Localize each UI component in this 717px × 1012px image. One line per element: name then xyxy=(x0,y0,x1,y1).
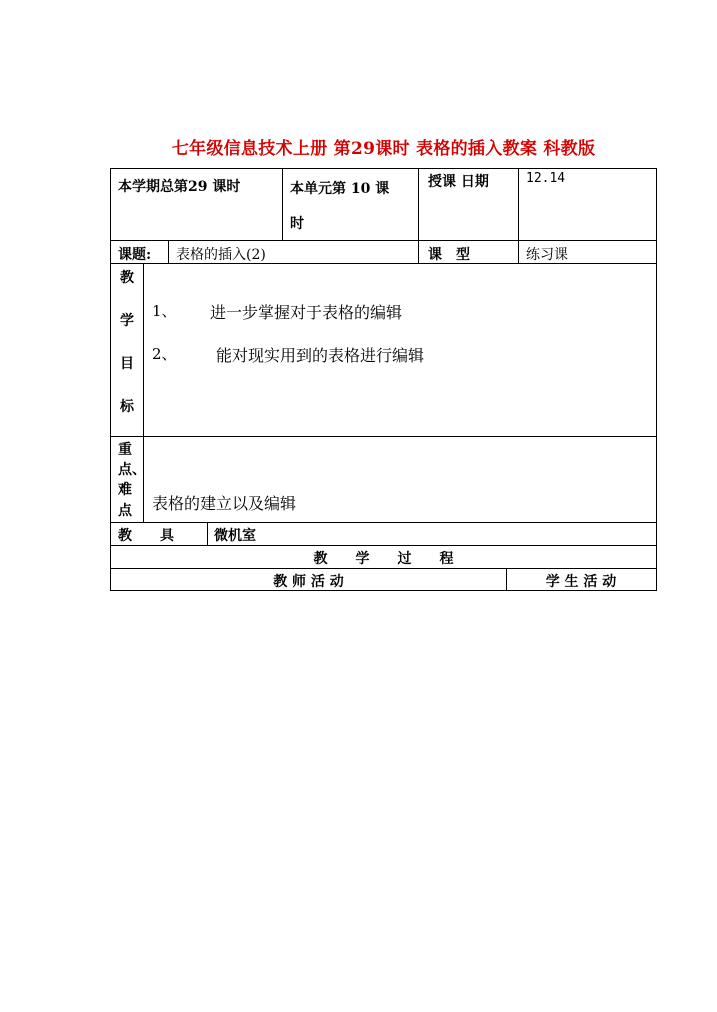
topic-value: 表格的插入(2) xyxy=(176,247,266,263)
col-divider xyxy=(207,522,208,545)
goals-label-char: 学 xyxy=(120,313,134,329)
term-total-lessons: 本学期总第29 课时 xyxy=(118,179,241,195)
unit-lesson-number-line1: 本单元第 10 课 xyxy=(290,181,390,197)
date-label: 授课 日期 xyxy=(428,174,489,190)
table-border-right xyxy=(656,168,657,591)
tools-label: 教 具 xyxy=(118,528,174,544)
tools-value: 微机室 xyxy=(214,528,256,544)
document-title: 七年级信息技术上册 第29课时 表格的插入教案 科教版 xyxy=(171,139,596,159)
keypoints-label-char: 重 xyxy=(118,442,132,458)
lesson-type-value: 练习课 xyxy=(526,247,568,263)
row-divider xyxy=(110,545,657,546)
unit-lesson-number-line2: 时 xyxy=(290,216,304,232)
keypoints-label-char: 点、 xyxy=(118,462,146,478)
col-divider xyxy=(518,168,519,263)
student-activities-header: 学 生 活 动 xyxy=(545,574,617,590)
goal-item-number: 1、 xyxy=(152,302,177,320)
row-divider xyxy=(110,436,657,437)
table-border-top xyxy=(110,168,657,169)
lesson-type-label: 课 型 xyxy=(428,247,470,263)
goal-item-number: 2、 xyxy=(152,345,177,363)
topic-label: 课题: xyxy=(118,247,152,263)
goal-item-text: 进一步掌握对于表格的编辑 xyxy=(210,303,403,322)
col-divider xyxy=(418,168,419,263)
goals-label-char: 标 xyxy=(120,399,134,415)
date-value: 12.14 xyxy=(526,171,566,186)
col-divider xyxy=(143,263,144,522)
keypoints-label-char: 难 xyxy=(118,482,132,498)
teacher-activities-header: 教 师 活 动 xyxy=(273,574,344,590)
col-divider xyxy=(168,240,169,263)
goal-item-text: 能对现实用到的表格进行编辑 xyxy=(216,346,425,365)
goals-label-char: 教 xyxy=(120,270,134,286)
row-divider xyxy=(110,522,657,523)
keypoints-text: 表格的建立以及编辑 xyxy=(152,494,297,513)
process-header: 教 学 过 程 xyxy=(313,551,454,567)
row-divider xyxy=(110,568,657,569)
keypoints-label-char: 点 xyxy=(118,503,132,519)
col-divider xyxy=(282,168,283,240)
goals-label-char: 目 xyxy=(120,356,134,372)
row-divider xyxy=(110,240,657,241)
table-border-left xyxy=(110,168,111,591)
